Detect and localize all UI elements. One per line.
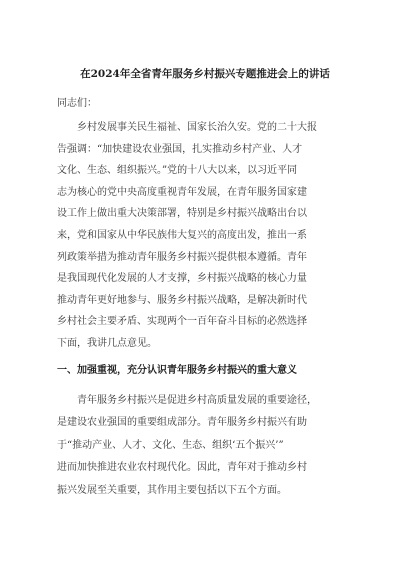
text-line: 设工作上做出重大决策部署，特别是乡村振兴战略出台以: [57, 208, 307, 220]
salutation: 同志们：: [57, 98, 97, 109]
text-line: 于“推动产业、人才、文化、生态、组织‘五个振兴’”: [57, 439, 284, 451]
text-line: 推动青年更好地参与、服务乡村振兴战略，是解决新时代: [57, 294, 307, 306]
text-line: 志为核心的党中央高度重视青年发展，在青年服务国家建: [57, 186, 307, 198]
text-line: 是建设农业强国的重要组成部分。青年服务乡村振兴有助: [57, 417, 307, 429]
text-line: 告强调：“加快建设农业强国，扎实推动乡村产业、人才: [57, 143, 303, 155]
text-line: 振兴发展至关重要，其作用主要包括以下五个方面。: [57, 484, 287, 496]
text-line: 乡村社会主要矛盾、实现两个一百年奋斗目标的必然选择: [57, 316, 307, 328]
section-heading-1: 一、加强重视，充分认识青年服务乡村振兴的重大意义: [57, 365, 297, 376]
text-line: 乡村发展事关民生福祉、国家长治久安。党的二十大报: [57, 122, 317, 133]
text-line: 列政策举措为推动青年服务乡村振兴提供根本遵循。青年: [57, 251, 307, 263]
document-title: 在2024年全省青年服务乡村振兴专题推进会上的讲话: [80, 68, 330, 80]
text-line: 是我国现代化发展的人才支撑，乡村振兴战略的核心力量: [57, 273, 307, 285]
text-line: 青年服务乡村振兴是促进乡村高质量发展的重要途径，: [57, 395, 317, 406]
text-line: 下面，我讲几点意见。: [57, 338, 157, 349]
text-line: 进而加快推进农业农村现代化。因此，青年对于推动乡村: [57, 462, 307, 474]
text-line: 文化、生态、组织振兴。”党的十八大以来，以习近平同: [57, 165, 298, 177]
text-line: 来，党和国家从中华民族伟大复兴的高度出发，推出一系: [57, 230, 307, 241]
